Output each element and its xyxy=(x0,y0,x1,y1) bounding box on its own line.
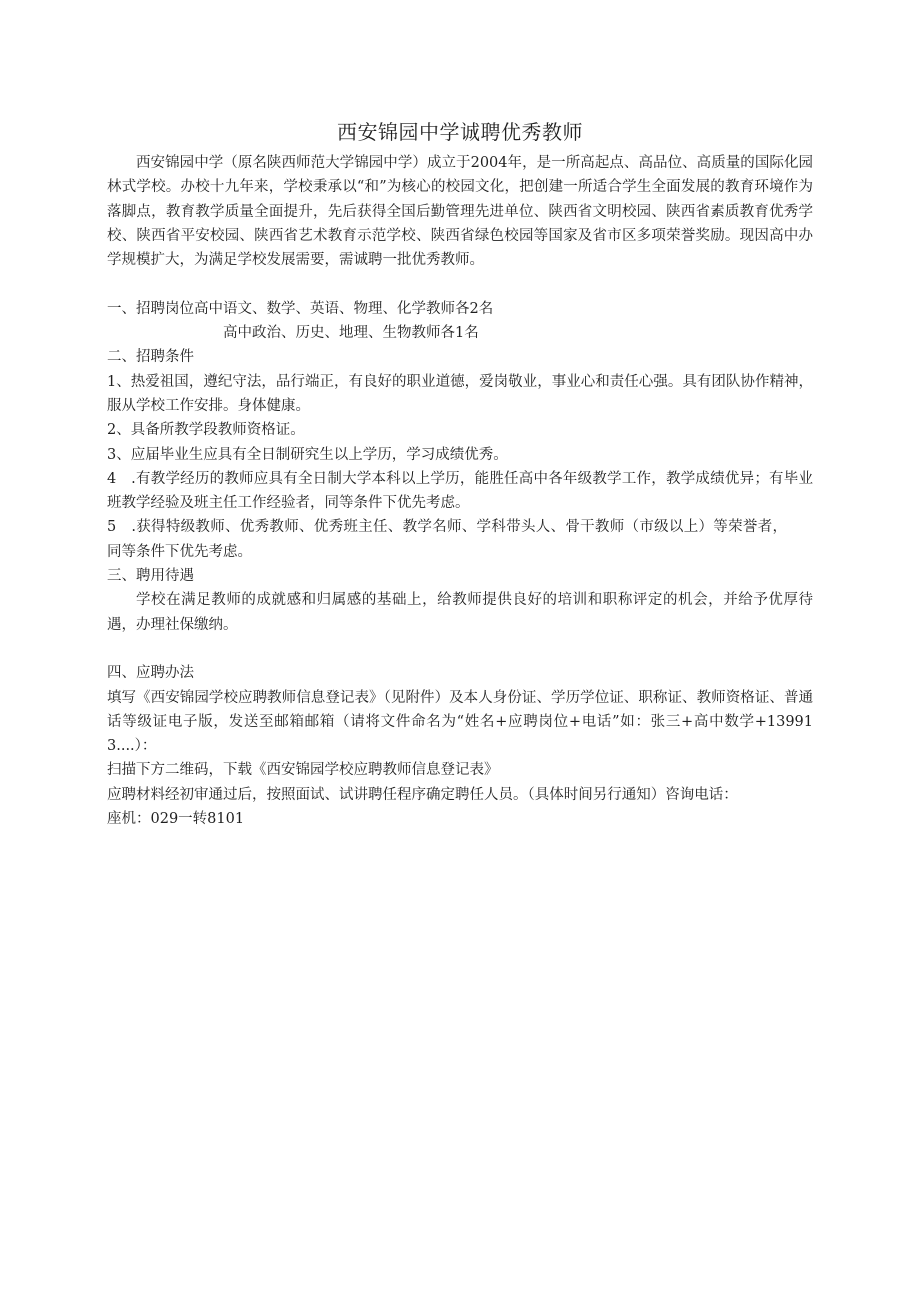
section-benefits-heading: 三、聘用待遇 xyxy=(107,568,194,585)
condition-item-1: 1、热爱祖国，遵纪守法，品行端正，有良好的职业道德，爱岗敬业，事业心和责任心强。具有团队协作精神，服从学校工作安排。身体健康。 xyxy=(107,373,813,414)
condition-item-2: 2、具备所教学段教师资格证。 xyxy=(107,422,305,439)
spacer xyxy=(107,272,813,296)
recruitment-notice xyxy=(107,118,813,831)
condition-item-3: 3、应届毕业生应具有全日制研究生以上学历，学习成绩优秀。 xyxy=(107,446,508,463)
section-positions-heading: 一、招聘岗位高中语文、数学、英语、物理、化学教师各2名 xyxy=(107,300,494,317)
section-conditions-heading: 二、招聘条件 xyxy=(107,349,194,366)
page-title: 西安锦园中学诚聘优秀教师 xyxy=(337,120,583,144)
apply-instructions: 填写《西安锦园学校应聘教师信息登记表》（见附件）及本人身份证、学历学位证、职称证、教师资格证、普通话等级证电子版，发送至邮箱邮箱（请将文件命名为“姓名+应聘岗位+电话”如：张三+高中数学+139913....）： xyxy=(107,689,813,755)
section-positions-line2: 高中政治、历史、地理、生物教师各1名 xyxy=(223,325,479,342)
benefits-paragraph: 学校在满足教师的成就感和归属感的基础上，给教师提供良好的培训和职称评定的机会，并给予优厚待遇，办理社保缴纳。 xyxy=(107,592,813,633)
condition-item-4: 4 .有教学经历的教师应具有全日制大学本科以上学历，能胜任高中各年级教学工作，教学成绩优异；有毕业班教学经验及班主任工作经验者，同等条件下优先考虑。 xyxy=(107,470,813,512)
condition-item-5: 5 .获得特级教师、优秀教师、优秀班主任、教学名师、学科带头人、骨干教师（市级以上）等荣誉者，同等条件下优先考虑。 xyxy=(107,519,787,560)
spacer xyxy=(107,637,813,661)
apply-review-note: 应聘材料经初审通过后，按照面试、试讲聘任程序确定聘任人员。（具体时间另行通知）咨询电话： xyxy=(107,786,738,803)
intro-paragraph: 西安锦园中学（原名陕西师范大学锦园中学）成立于2004年，是一所高起点、高品位、高质量的国际化园林式学校。办校十九年来，学校秉承以“和”为核心的校园文化，把创建一所适合学生全面发展的教育环境作为落脚点，教育教学质量全面提升，先后获得全国后勤管理先进单位、陕西省文明校园、陕西省素质教育优秀学校、陕西省平安校园、陕西省艺术教育示范学校、陕西省绿色校园等国家及省市区多项荣誉奖励。现因高中办学规模扩大，为满足学校发展需要，需诚聘一批优秀教师。 xyxy=(107,155,813,269)
apply-qrcode-note: 扫描下方二维码，下载《西安锦园学校应聘教师信息登记表》 xyxy=(107,762,499,779)
section-apply-heading: 四、应聘办法 xyxy=(107,665,194,682)
contact-phone: 座机：029一转8101 xyxy=(107,811,245,828)
